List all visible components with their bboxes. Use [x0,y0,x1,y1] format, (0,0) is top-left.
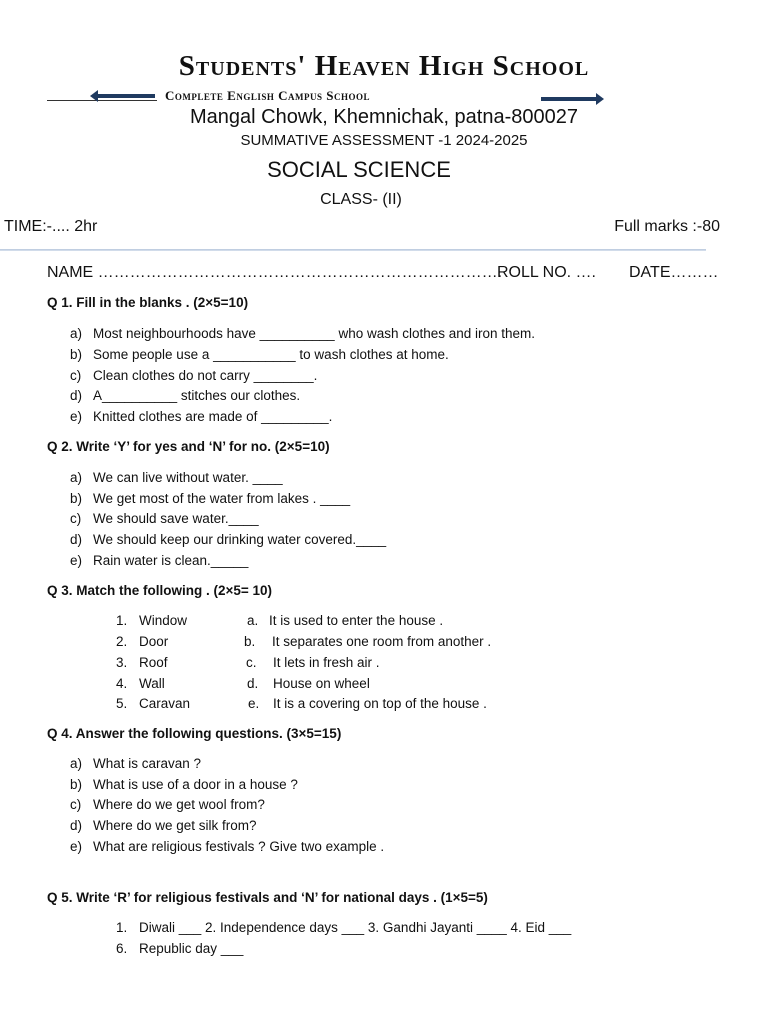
list-item [70,388,300,403]
item-marker: e) [70,409,83,424]
school-motto: Complete English Campus School [165,88,370,103]
question-4-title: Q 4. Answer the following questions. (3×5=15) [47,726,342,741]
match-number: 5. [116,696,128,711]
roll-no-field: ROLL NO. …. [497,264,596,281]
item-marker: d) [70,532,83,547]
list-item [70,756,201,771]
item-marker: a) [70,326,83,341]
item-text: We should keep our drinking water covered.____ [93,532,387,547]
list-item [70,491,350,506]
match-left-item: Caravan [139,696,191,711]
item-text: We can live without water. ____ [93,470,283,485]
match-number: 1. [116,613,128,628]
match-right-item: It is used to enter the house . [269,613,444,628]
school-name: Students' Heaven High School [178,50,590,82]
item-marker: a) [70,756,83,771]
list-item [70,347,449,362]
list-item [70,511,259,526]
question-1-title: Q 1. Fill in the blanks . (2×5=10) [47,295,249,310]
school-address: Mangal Chowk, Khemnichak, patna-800027 [189,106,579,128]
match-right-item: It lets in fresh air . [273,655,380,670]
list-item [70,532,386,547]
item-text: We get most of the water from lakes . ____ [93,491,351,506]
item-marker: e) [70,553,83,568]
time-label: TIME:-.... 2hr [4,218,98,235]
match-right-item: It separates one room from another . [272,634,492,649]
item-marker: 6. [116,941,128,956]
festival-line-2 [116,941,243,956]
item-text: What is caravan ? [93,756,202,771]
list-item [70,553,248,568]
question-3-title: Q 3. Match the following . (2×5= 10) [47,583,273,598]
match-number: 2. [116,634,128,649]
list-item [70,409,332,424]
full-marks-label: Full marks :-80 [614,218,720,235]
item-text: Where do we get silk from? [93,818,257,833]
item-text: Knitted clothes are made of _________. [93,409,333,424]
item-marker: c) [70,368,82,383]
class-label: CLASS- (II) [320,191,402,208]
exam-title: SUMMATIVE ASSESSMENT -1 2024-2025 [240,132,528,149]
item-text: Clean clothes do not carry ________. [93,368,318,383]
item-marker: d) [70,818,83,833]
item-text: Republic day ___ [139,941,244,956]
list-item [70,818,257,833]
item-text: Rain water is clean._____ [93,553,249,568]
item-text: A__________ stitches our clothes. [93,388,301,403]
question-2-title: Q 2. Write ‘Y’ for yes and ‘N’ for no. (2×5=10) [47,439,330,454]
match-letter: d. [247,676,259,691]
match-left-item: Door [139,634,169,649]
match-left-item: Roof [139,655,168,670]
item-marker: b) [70,491,83,506]
left-arrow-icon [97,94,155,98]
festival-line-1 [116,920,571,935]
list-item [70,368,317,383]
item-text: What is use of a door in a house ? [93,777,298,792]
match-right-item: It is a covering on top of the house . [273,696,487,711]
item-marker: b) [70,347,83,362]
item-text: Diwali ___ 2. Independence days ___ 3. Gandhi Jayanti ____ 4. Eid ___ [139,920,572,935]
match-right-item: House on wheel [273,676,370,691]
date-field: DATE……… [629,264,719,281]
item-marker: b) [70,777,83,792]
right-arrow-icon [541,97,597,101]
match-letter: b. [244,634,256,649]
item-text: We should save water.____ [93,511,259,526]
name-field: NAME …………………………………………………………………. [47,264,503,281]
item-marker: c) [70,511,82,526]
list-item [70,326,535,341]
match-letter: a. [247,613,259,628]
item-marker: e) [70,839,83,854]
item-marker: d) [70,388,83,403]
motto-banner [0,88,768,106]
divider-line [47,100,157,101]
item-marker: 1. [116,920,128,935]
match-left-item: Wall [139,676,165,691]
header-divider [0,249,706,251]
subject-title: SOCIAL SCIENCE [267,157,451,182]
item-text: Where do we get wool from? [93,797,265,812]
match-number: 3. [116,655,128,670]
item-text: Some people use a ___________ to wash clothes at home. [93,347,449,362]
list-item [70,839,384,854]
item-marker: a) [70,470,83,485]
item-marker: c) [70,797,82,812]
match-left-item: Window [139,613,188,628]
match-number: 4. [116,676,128,691]
match-letter: c. [246,655,257,670]
match-letter: e. [248,696,260,711]
question-5-title: Q 5. Write ‘R’ for religious festivals and ‘N’ for national days . (1×5=5) [47,890,488,905]
list-item [70,470,283,485]
item-text: What are religious festivals ? Give two example . [93,839,385,854]
item-text: Most neighbourhoods have __________ who wash clothes and iron them. [93,326,536,341]
list-item [70,797,265,812]
list-item [70,777,298,792]
